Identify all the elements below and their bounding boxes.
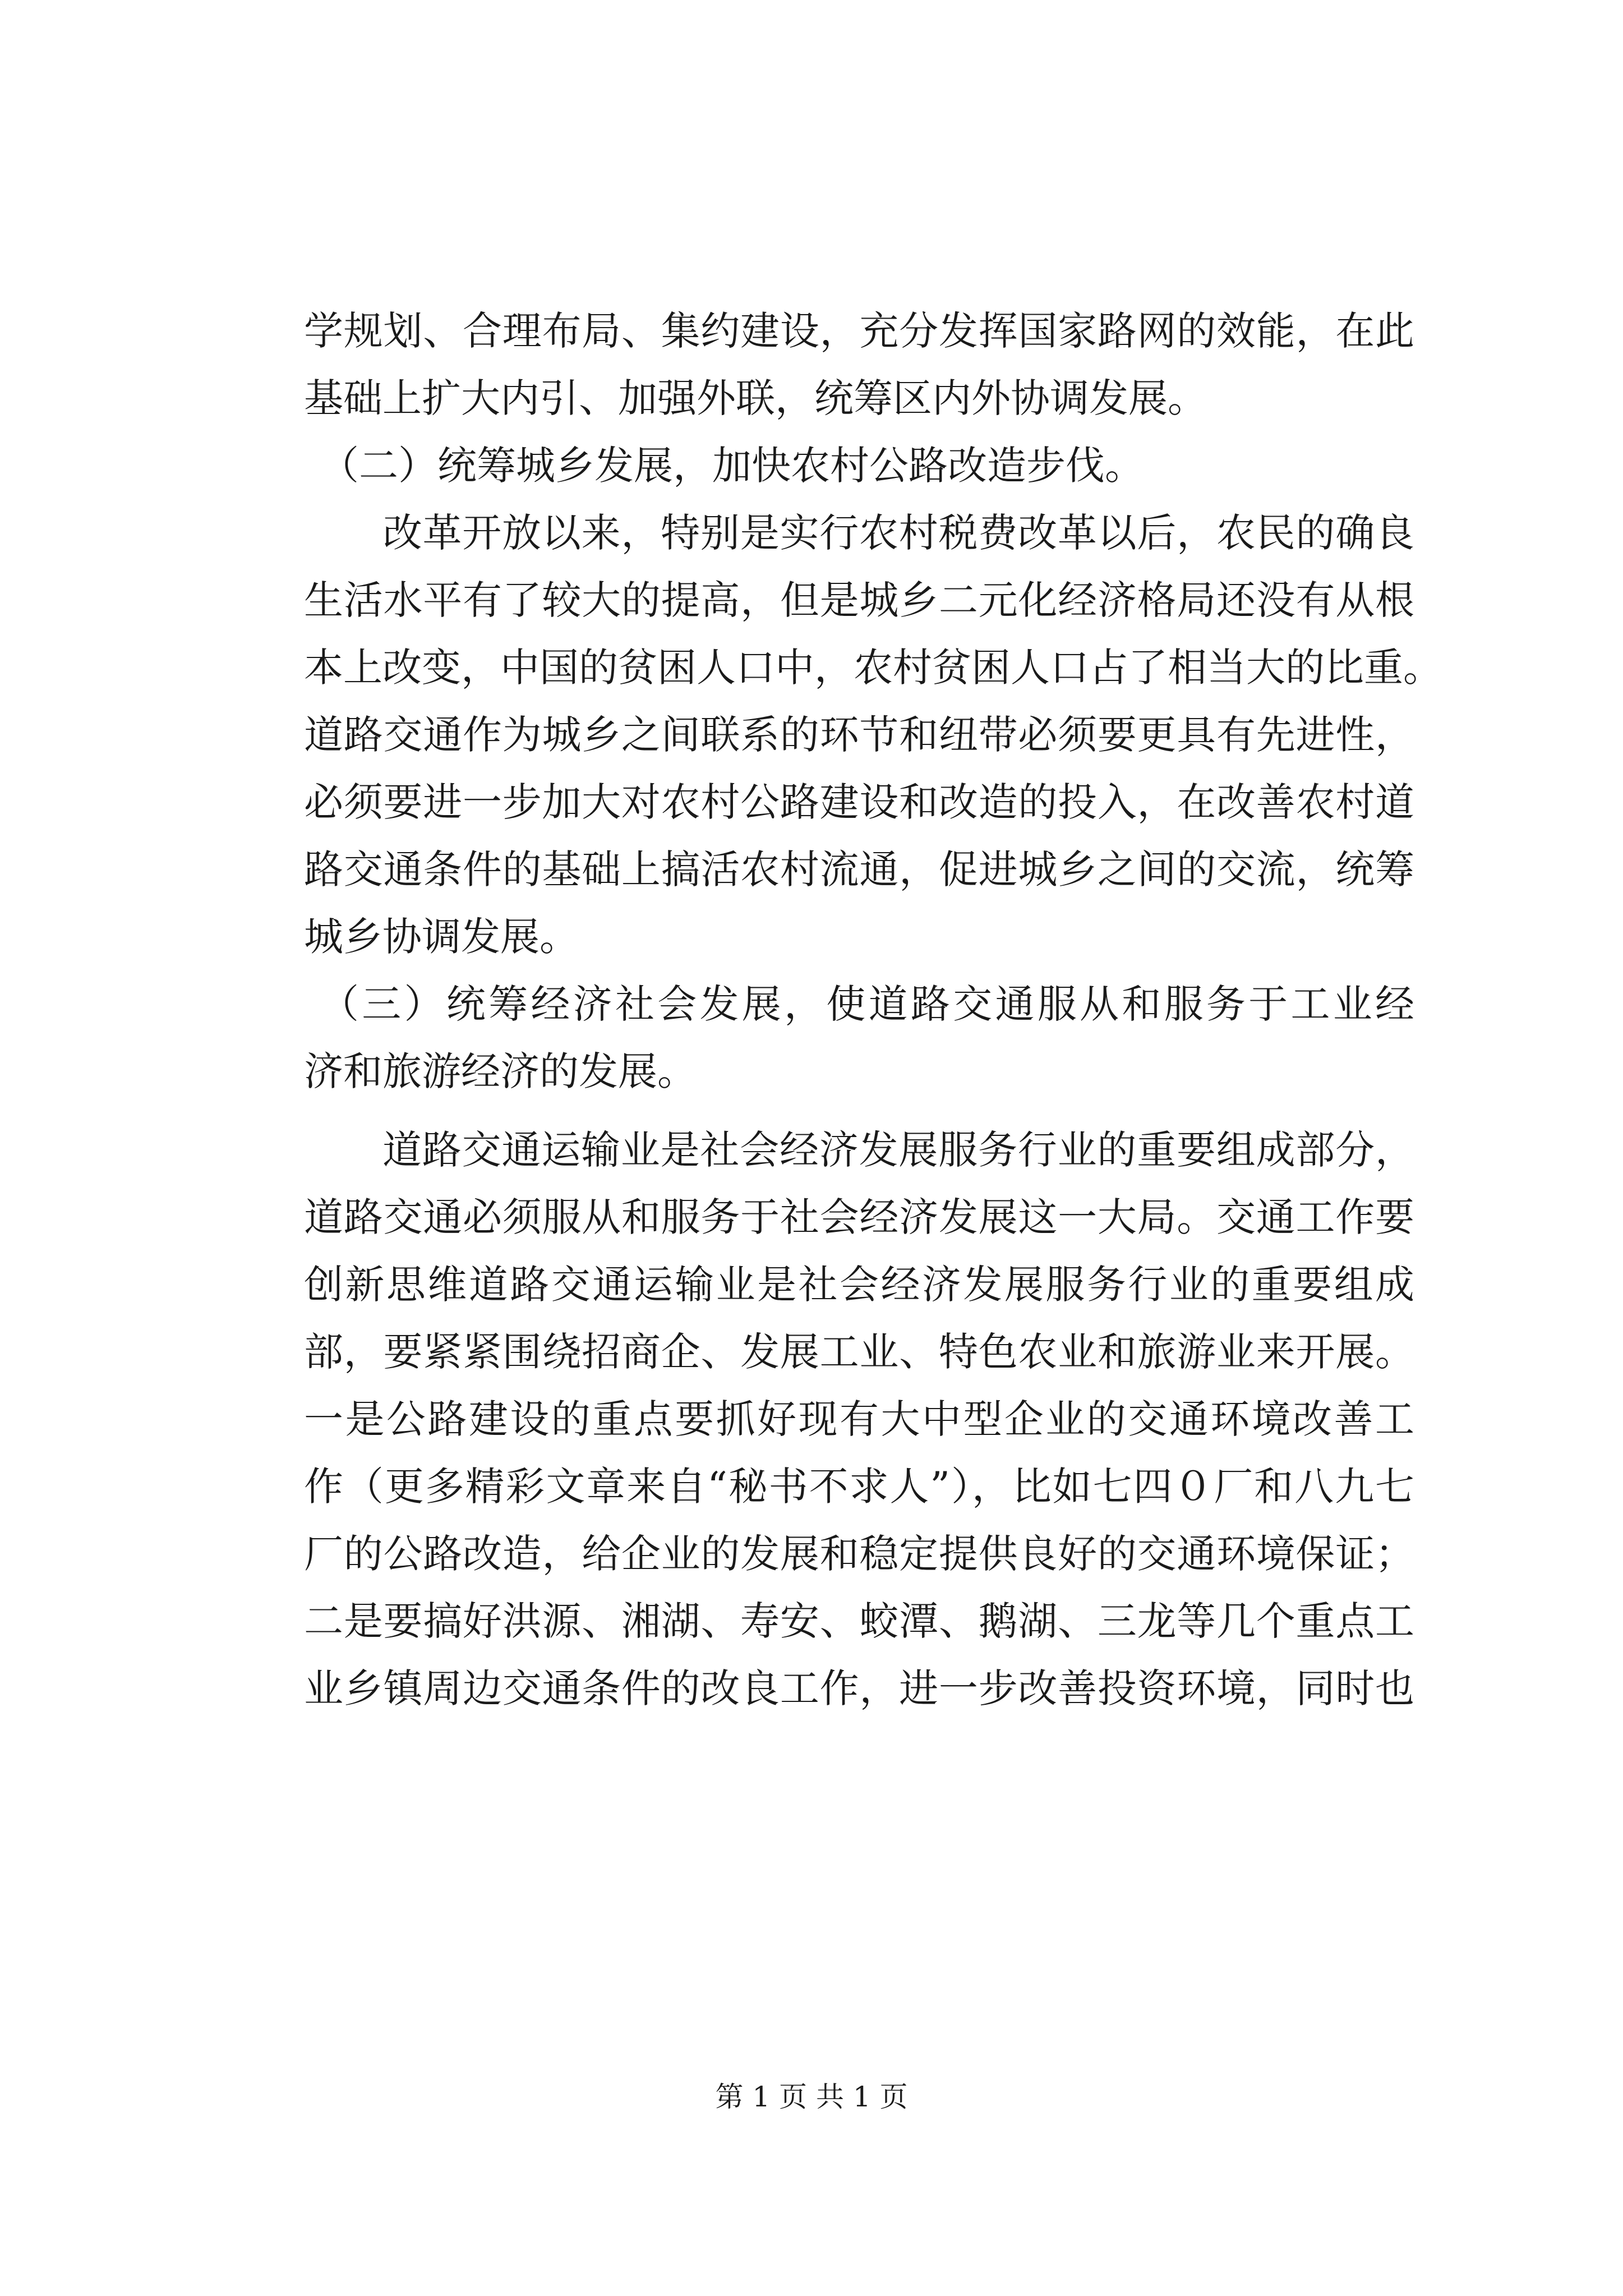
body-text-line: 业乡镇周边交通条件的改良工作，进一步改善投资环境，同时也: [304, 1665, 1414, 1711]
body-text-line: 部，要紧紧围绕招商企、发展工业、特色农业和旅游业来开展。: [304, 1329, 1414, 1375]
body-text-line: 创新思维道路交通运输业是社会经济发展服务行业的重要组成: [304, 1262, 1414, 1308]
section-heading: （三）统筹经济社会发展，使道路交通服从和服务于工业经: [320, 981, 1414, 1027]
body-text-line: 改革开放以来，特别是实行农村税费改革以后，农民的确良: [382, 510, 1414, 556]
body-text-line: 道路交通作为城乡之间联系的环节和纽带必须要更具有先进性，: [304, 712, 1414, 758]
body-text-line: 一是公路建设的重点要抓好现有大中型企业的交通环境改善工: [304, 1396, 1414, 1442]
body-text-line: 路交通条件的基础上搞活农村流通，促进城乡之间的交流，统筹: [304, 846, 1414, 892]
body-text-line: 二是要搞好洪源、湘湖、寿安、蛟潭、鹅湖、三龙等几个重点工: [304, 1598, 1414, 1644]
body-text-line: 道路交通必须服从和服务于社会经济发展这一大局。交通工作要: [304, 1194, 1414, 1240]
page-number-footer: 第 1 页 共 1 页: [715, 2081, 908, 2113]
body-text-line: 厂的公路改造，给企业的发展和稳定提供良好的交通环境保证；: [304, 1531, 1414, 1577]
body-text-line: 生活水平有了较大的提高，但是城乡二元化经济格局还没有从根: [304, 577, 1414, 623]
body-text-line: 本上改变，中国的贫困人口中，农村贫困人口占了相当大的比重。: [304, 645, 1442, 691]
body-text-line: 基础上扩大内引、加强外联，统筹区内外协调发展。: [304, 375, 1207, 421]
body-text-line: 学规划、合理布局、集约建设，充分发挥国家路网的效能，在此: [304, 308, 1414, 354]
body-text-line: 必须要进一步加大对农村公路建设和改造的投入，在改善农村道: [304, 779, 1414, 825]
section-heading-continued: 济和旅游经济的发展。: [304, 1048, 697, 1094]
body-text-line: 道路交通运输业是社会经济发展服务行业的重要组成部分，: [382, 1127, 1414, 1173]
section-heading: （二）统筹城乡发展，加快农村公路改造步伐。: [320, 443, 1144, 489]
body-text-line: 城乡协调发展。: [304, 914, 579, 960]
body-text-line: 作（更多精彩文章来自“秘书不求人”），比如七四０厂和八九七: [304, 1464, 1414, 1510]
